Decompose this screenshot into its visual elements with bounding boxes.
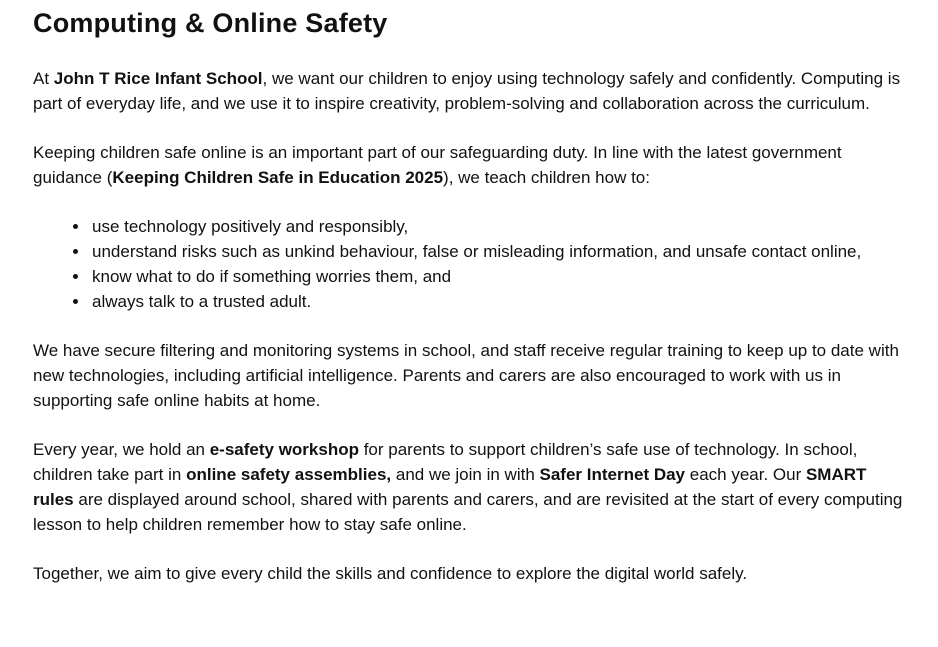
list-item: • know what to do if something worries them, and xyxy=(90,264,905,289)
bold-text-run: Keeping Children Safe in Education 2025 xyxy=(112,168,444,187)
text-run: ), we teach children how to: xyxy=(443,168,650,187)
bold-text-run: SMART rules xyxy=(33,465,867,509)
text-run: are displayed around school, shared with parents and carers, and are revisited at the start of every computing lesson to help children remember how to stay safe online. xyxy=(33,490,903,534)
text-run: Keeping children safe online is an important part of our safeguarding duty. In line with the latest government guidance ( xyxy=(33,143,842,187)
bold-text-run: online safety assemblies, xyxy=(186,465,392,484)
text-run: each year. Our xyxy=(685,465,806,484)
page-title: Computing & Online Safety xyxy=(33,8,388,38)
safety-bullet-list xyxy=(33,214,905,314)
bold-text-run: e-safety workshop xyxy=(209,440,359,459)
list-item: • understand risks such as unkind behaviour, false or misleading information, and unsafe contact online, xyxy=(90,239,905,264)
bold-text-run: Safer Internet Day xyxy=(539,465,686,484)
paragraph-monitoring xyxy=(33,338,905,413)
text-run: and we join in with xyxy=(391,465,540,484)
text-run: , we want our children to enjoy using technology safely and confidently. Computing is part of everyday life, and we use it to inspire creativity, problem-solving and collaboration across the curriculum. xyxy=(33,69,901,113)
text-run: Every year, we hold an xyxy=(33,440,210,459)
text-run: for parents to support children’s safe use of technology. In school, children take part in xyxy=(33,440,858,484)
bold-text-run: John T Rice Infant School xyxy=(53,69,263,88)
paragraph-safeguarding xyxy=(33,140,905,190)
paragraph-events xyxy=(33,437,905,537)
text-run: Together, we aim to give every child the skills and confidence to explore the digital world safely. xyxy=(33,564,748,583)
list-item: • use technology positively and responsibly, xyxy=(90,214,905,239)
text-run: At xyxy=(33,69,54,88)
text-run: We have secure filtering and monitoring systems in school, and staff receive regular training to keep up to date with new technologies, including artificial intelligence. Parents and carers are also encouraged to work with us in supporting safe online habits at home. xyxy=(33,341,899,410)
paragraph-closing xyxy=(33,561,905,586)
list-item: • always talk to a trusted adult. xyxy=(90,289,905,314)
paragraph-intro xyxy=(33,66,905,116)
